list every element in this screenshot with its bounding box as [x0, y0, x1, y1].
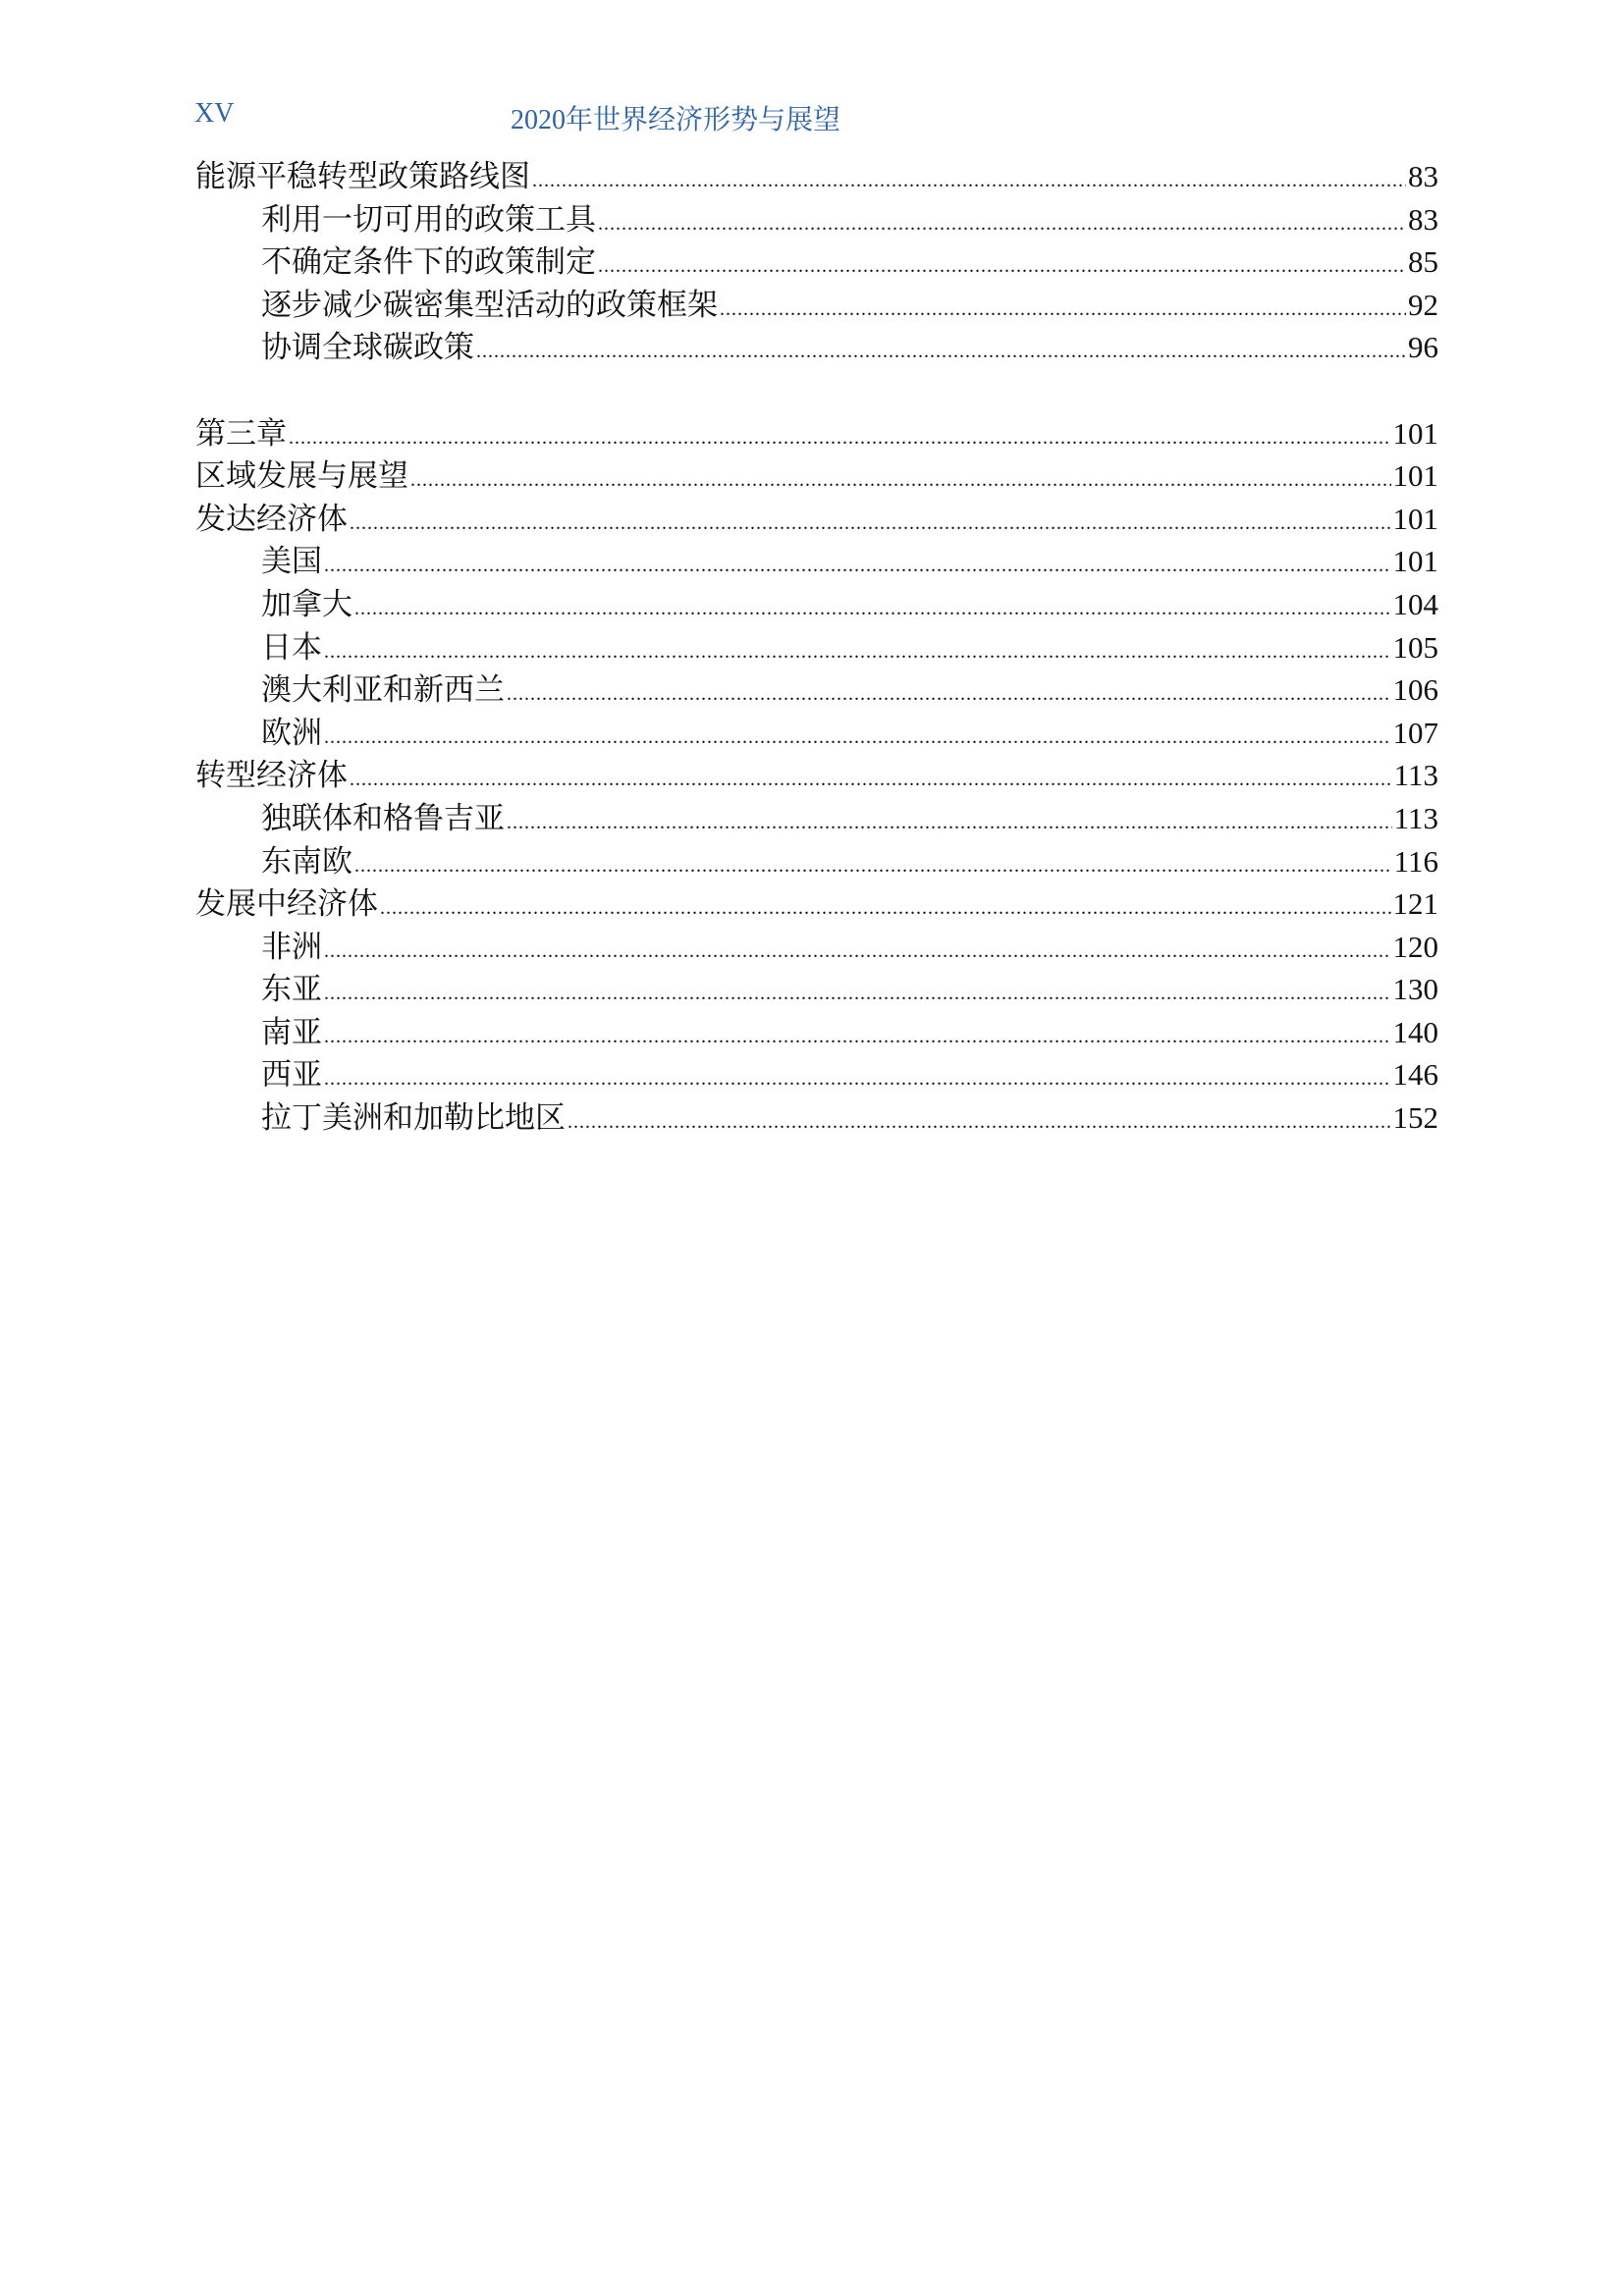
toc-entry-label: 区域发展与展望	[195, 458, 408, 494]
toc-entry-page: 106	[1392, 672, 1438, 708]
toc-entry[interactable]	[195, 882, 1438, 926]
toc-leader-dots	[507, 802, 1392, 845]
toc-entry-page: 146	[1392, 1057, 1438, 1093]
toc-entry-page: 120	[1392, 929, 1438, 964]
toc-entry-label: 非洲	[261, 929, 322, 964]
toc-entry[interactable]	[195, 583, 1438, 626]
toc-entry-page: 107	[1392, 715, 1438, 750]
toc-leader-dots	[350, 503, 1391, 546]
toc-entry-label: 西亚	[261, 1057, 322, 1093]
toc-leader-dots	[324, 545, 1391, 588]
toc-leader-dots	[324, 1016, 1391, 1059]
toc-entry[interactable]	[195, 540, 1438, 583]
toc-leader-dots	[354, 588, 1391, 631]
toc-entry-label: 东南欧	[261, 843, 352, 879]
page-header	[194, 98, 1441, 137]
toc-entry-label: 不确定条件下的政策制定	[261, 244, 596, 280]
toc-group-1	[195, 155, 1438, 369]
toc-entry[interactable]	[195, 1096, 1438, 1140]
toc-leader-dots	[324, 1058, 1391, 1101]
toc-leader-dots	[507, 673, 1391, 717]
toc-entry[interactable]	[195, 968, 1438, 1011]
toc-leader-dots	[324, 973, 1391, 1016]
toc-entry-page: 140	[1392, 1014, 1438, 1049]
toc-entry[interactable]	[195, 797, 1438, 840]
toc-entry-page: 116	[1393, 843, 1438, 879]
table-of-contents	[195, 155, 1438, 1140]
toc-entry[interactable]	[195, 498, 1438, 541]
toc-entry-page: 104	[1392, 586, 1438, 621]
toc-spacer	[195, 369, 1438, 412]
toc-entry-label: 加拿大	[261, 586, 352, 621]
toc-entry[interactable]	[195, 412, 1438, 455]
toc-entry[interactable]	[195, 712, 1438, 755]
toc-entry-label: 发达经济体	[195, 501, 348, 536]
toc-entry-page: 113	[1393, 758, 1438, 793]
toc-leader-dots	[568, 1101, 1391, 1145]
toc-leader-dots	[380, 887, 1391, 931]
toc-entry[interactable]	[195, 284, 1438, 327]
toc-entry-page: 101	[1392, 544, 1438, 579]
toc-leader-dots	[324, 631, 1391, 674]
toc-entry[interactable]	[195, 926, 1438, 969]
toc-leader-dots	[410, 459, 1391, 503]
toc-leader-dots	[476, 331, 1406, 374]
toc-entry[interactable]	[195, 626, 1438, 669]
toc-leader-dots	[324, 717, 1391, 760]
toc-entry-page: 85	[1408, 244, 1438, 280]
toc-entry-label: 利用一切可用的政策工具	[261, 201, 596, 237]
toc-entry-label: 美国	[261, 544, 322, 579]
toc-entry[interactable]	[195, 454, 1438, 498]
toc-entry[interactable]	[195, 198, 1438, 241]
toc-entry-label: 转型经济体	[195, 758, 348, 793]
toc-entry-page: 130	[1392, 972, 1438, 1007]
toc-entry[interactable]	[195, 326, 1438, 369]
toc-entry-page: 83	[1408, 201, 1438, 237]
toc-entry-label: 南亚	[261, 1014, 322, 1049]
toc-entry-label: 日本	[261, 629, 322, 665]
toc-entry[interactable]	[195, 1053, 1438, 1096]
toc-entry[interactable]	[195, 155, 1438, 198]
toc-entry-label: 第三章	[195, 415, 287, 451]
toc-leader-dots	[350, 759, 1392, 802]
page-number: XV	[194, 98, 235, 129]
toc-entry-page: 92	[1408, 287, 1438, 322]
toc-entry-page: 113	[1393, 800, 1438, 835]
toc-entry-page: 101	[1392, 458, 1438, 494]
toc-leader-dots	[598, 245, 1406, 289]
toc-entry-page: 83	[1408, 159, 1438, 193]
toc-entry-page: 105	[1392, 629, 1438, 665]
toc-entry-page: 152	[1392, 1100, 1438, 1136]
toc-leader-dots	[354, 845, 1392, 888]
toc-entry-page: 121	[1392, 886, 1438, 922]
toc-entry-label: 能源平稳转型政策路线图	[195, 159, 530, 193]
running-title: 2020年世界经济形势与展望	[511, 105, 841, 135]
toc-leader-dots	[720, 289, 1406, 332]
toc-entry-label: 逐步减少碳密集型活动的政策框架	[261, 287, 718, 322]
toc-leader-dots	[598, 203, 1406, 246]
toc-entry[interactable]	[195, 240, 1438, 284]
toc-group-2	[195, 412, 1438, 1140]
toc-entry-page: 101	[1392, 501, 1438, 536]
toc-entry-label: 独联体和格鲁吉亚	[261, 800, 505, 835]
toc-entry-page: 101	[1392, 415, 1438, 451]
toc-entry-label: 拉丁美洲和加勒比地区	[261, 1100, 566, 1136]
toc-entry-page: 96	[1408, 330, 1438, 365]
toc-leader-dots	[324, 931, 1391, 974]
toc-entry-label: 协调全球碳政策	[261, 330, 474, 365]
toc-entry-label: 发展中经济体	[195, 886, 378, 922]
toc-entry-label: 澳大利亚和新西兰	[261, 672, 505, 708]
toc-leader-dots	[532, 160, 1406, 203]
toc-entry[interactable]	[195, 754, 1438, 797]
toc-leader-dots	[289, 417, 1391, 460]
toc-entry-label: 欧洲	[261, 715, 322, 750]
toc-entry-label: 东亚	[261, 972, 322, 1007]
toc-entry[interactable]	[195, 840, 1438, 883]
toc-entry[interactable]	[195, 668, 1438, 712]
toc-entry[interactable]	[195, 1011, 1438, 1054]
